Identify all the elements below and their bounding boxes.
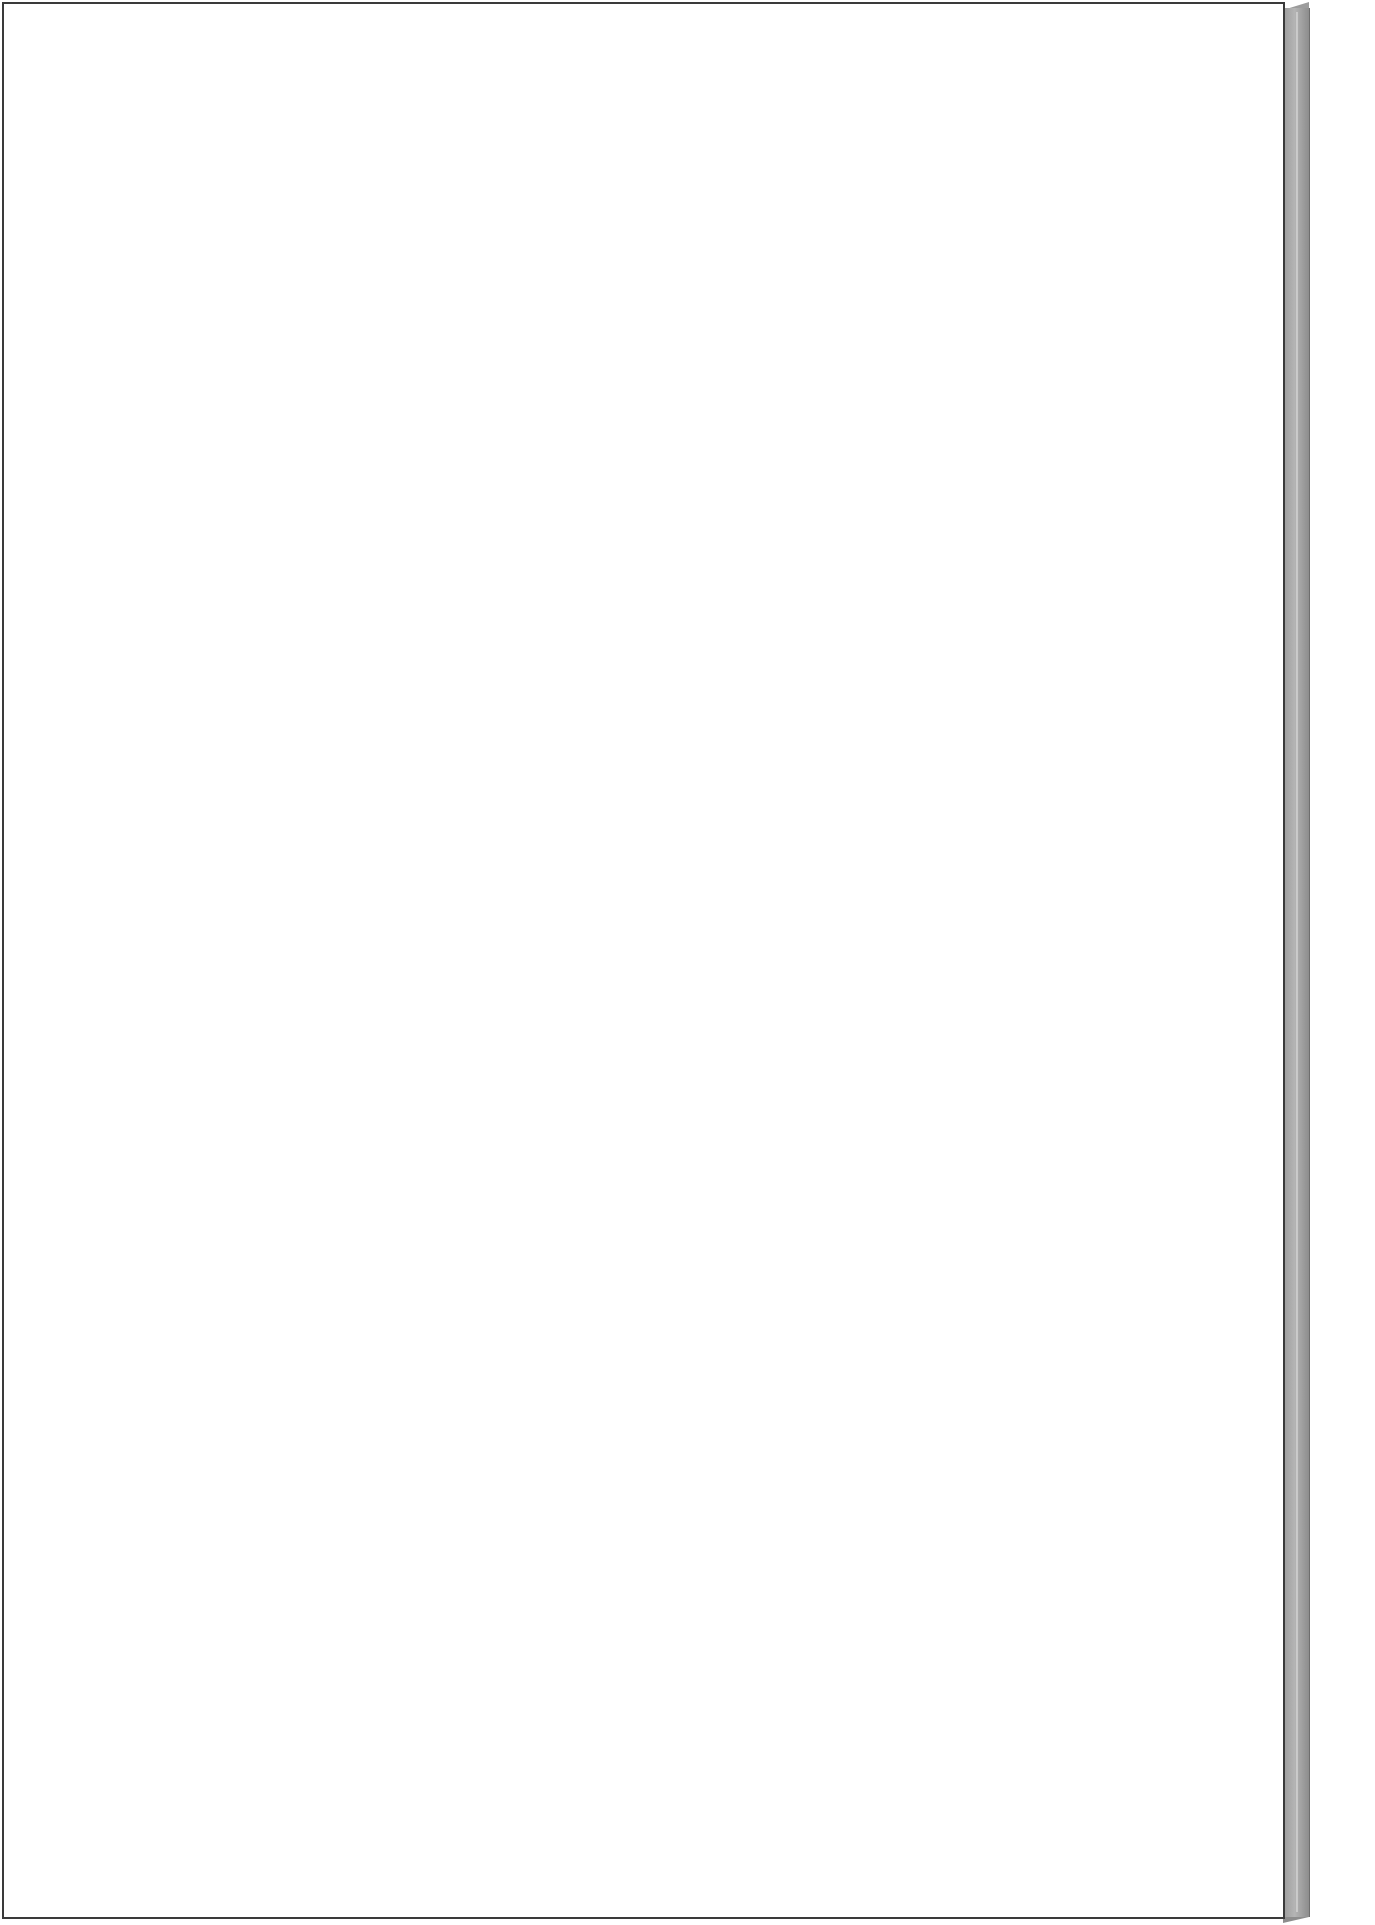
- book-page: [2, 2, 1285, 1919]
- page-edge-bottom: [1283, 1917, 1309, 1923]
- page-edge-highlight: [1296, 12, 1298, 1912]
